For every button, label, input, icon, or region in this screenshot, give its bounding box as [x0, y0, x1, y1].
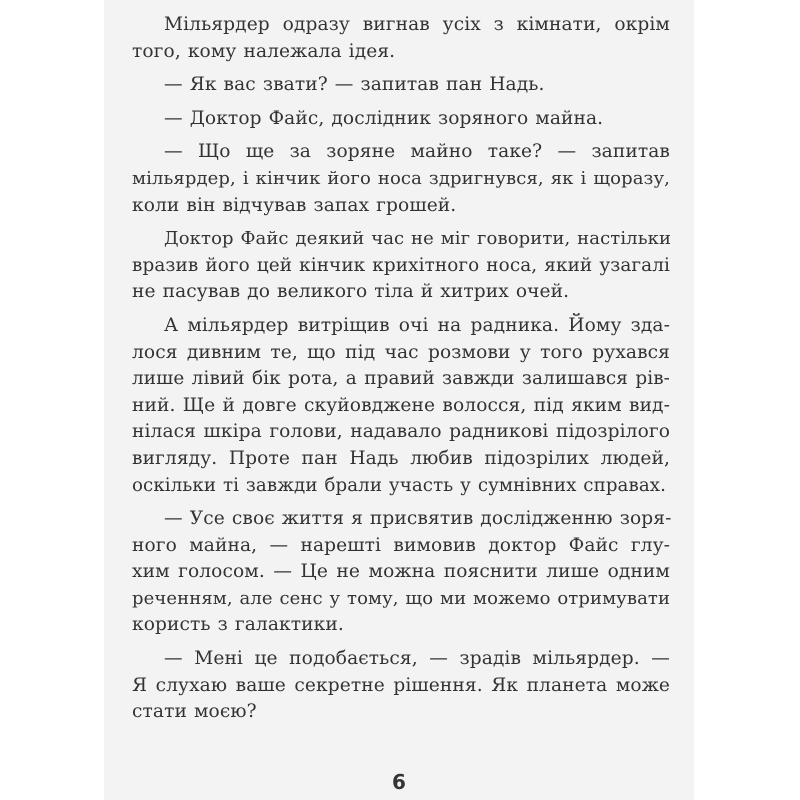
text-line: ного майна, — нарешті вимовив доктор Файс глу- [132, 534, 670, 556]
text-line: того, кому належала ідея. [132, 40, 396, 62]
paragraph [132, 106, 670, 133]
book-page [104, 0, 694, 800]
text-line: нілася шкіра голови, надавало радникові підозрілого [132, 421, 670, 443]
text-line: — Усе своє життя я присвятив дослідженню зоря- [164, 508, 672, 530]
text-line: Я слухаю ваше секретне рішення. Як планета може [132, 674, 670, 696]
text-line: — Як вас звати? — запитав пан Надь. [164, 74, 545, 96]
text-line: користь з галактики. [132, 614, 344, 636]
text-line: А мільярдер витріщив очі на радника. Йому зда- [164, 314, 670, 336]
text-line: не пасував до великого тіла й хитрих очей. [132, 281, 570, 303]
text-line: вразив його цей кінчик крихітного носа, який узагалі [132, 254, 670, 276]
text-line: реченням, але сенс у тому, що ми можемо отримувати [132, 587, 671, 609]
paragraph [132, 72, 670, 99]
text-line: стати моєю? [132, 701, 257, 723]
text-line: лося дивним те, що під час розмови у того рухався [132, 341, 670, 363]
body-text [132, 12, 670, 726]
paragraph [132, 139, 670, 219]
text-line: мільярдер, і кінчик його носа здригнувся, як і щоразу, [132, 167, 670, 189]
text-line: Мільярдер одразу вигнав усіх з кімнати, окрім [164, 14, 670, 35]
paragraph [132, 12, 670, 65]
text-line: лише лівий бік рота, а правий завжди залишався рів- [132, 368, 670, 390]
text-line: коли він відчував запах грошей. [132, 194, 457, 216]
paragraph [132, 506, 670, 639]
paragraph [132, 313, 670, 499]
text-line: оскільки ті завжди брали участь у сумнівних справах. [132, 474, 667, 496]
text-line: хим голосом. — Це не можна пояснити лише одним [132, 561, 670, 583]
paragraph [132, 646, 670, 726]
text-line: Доктор Файс деякий час не міг говорити, настільки [164, 228, 672, 250]
text-line: — Мені це подобається, — зрадів мільярдер. — [164, 648, 670, 670]
page-number: 6 [392, 770, 406, 794]
text-line: — Що ще за зоряне майно таке? — запитав [164, 141, 670, 163]
text-line: ний. Ще й довге скуйовджене волосся, під яким вид- [132, 394, 670, 416]
paragraph [132, 226, 670, 306]
text-line: — Доктор Файс, дослідник зоряного майна. [164, 107, 604, 129]
text-line: вигляду. Проте пан Надь любив підозрілих людей, [132, 447, 670, 469]
